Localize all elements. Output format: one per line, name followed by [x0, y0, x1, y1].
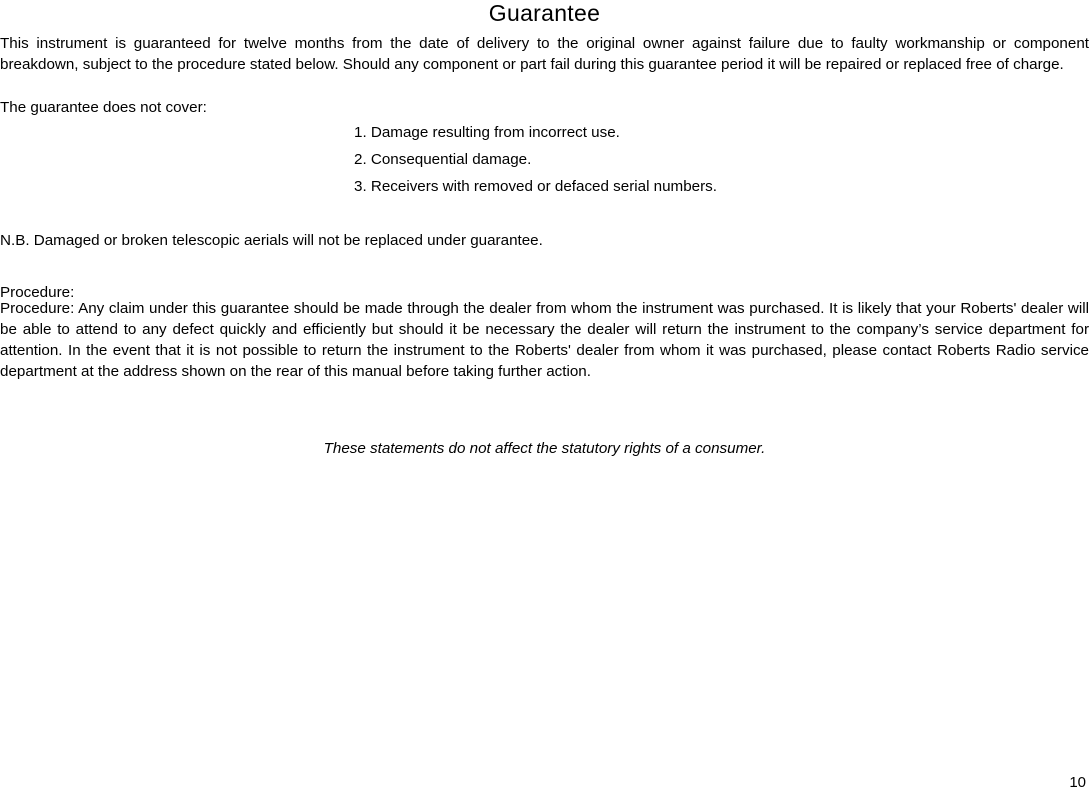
exclusions-list: [354, 122, 717, 203]
nb-note: N.B. Damaged or broken telescopic aerials will not be replaced under guarantee.: [0, 232, 543, 249]
exclusion-item: 1. Damage resulting from incorrect use.: [354, 124, 620, 141]
page-title: Guarantee: [488, 0, 601, 26]
procedure-paragraph: Procedure: Any claim under this guarantee should be made through the dealer from whom the instrument was purchased. It is likely that your Roberts' dealer will be able to attend to any defect quickly and efficiently but should it be necessary the dealer will return the instrument to the company’s service department for attention. In the event that it is not possible to return the instrument to the Roberts' dealer from whom it was purchased, please contact Roberts Radio service department at the address shown on the rear of this manual before taking further action.: [0, 300, 1089, 380]
exclusion-item: 3. Receivers with removed or defaced serial numbers.: [354, 178, 717, 195]
procedure-heading: Procedure:: [0, 284, 75, 301]
exclusion-item: 2. Consequential damage.: [354, 151, 532, 168]
statutory-rights-note: These statements do not affect the statutory rights of a consumer.: [323, 440, 766, 457]
page-number: 10: [1069, 774, 1086, 791]
not-covered-heading: The guarantee does not cover:: [0, 99, 207, 116]
guarantee-intro-paragraph: This instrument is guaranteed for twelve months from the date of delivery to the original owner against failure due to faulty workmanship or component breakdown, subject to the procedure stated below. Should any component or part fail during this guarantee period it will be repaired or replaced free of charge.: [0, 35, 1089, 73]
